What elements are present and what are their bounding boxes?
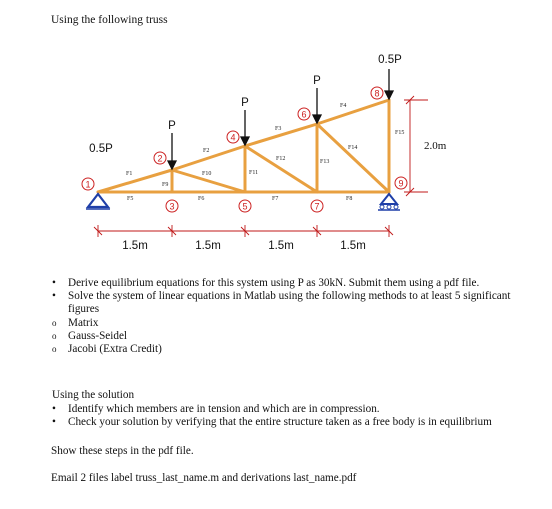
- node-5: [239, 200, 251, 212]
- solution-list: [50, 403, 520, 429]
- label-F1: F1: [126, 171, 133, 177]
- load-arrow-node-8: [385, 69, 393, 99]
- span-label-2: 1.5m: [195, 240, 221, 252]
- label-F2: F2: [203, 148, 210, 154]
- show-steps-text: Show these steps in the pdf file.: [51, 445, 194, 457]
- circle-bullet: o: [52, 330, 57, 341]
- solution-text-1: Identify which members are in tension and which are in compression.: [68, 403, 380, 415]
- method-text-1: Matrix: [68, 316, 99, 329]
- node-8-label: 8: [374, 88, 380, 99]
- span-label-1: 1.5m: [122, 240, 148, 252]
- node-5-label: 5: [242, 201, 248, 212]
- label-F14: F14: [348, 145, 358, 151]
- span-labels: [122, 240, 366, 252]
- node-2: [154, 152, 166, 164]
- label-F13: F13: [320, 159, 330, 165]
- load-arrows: [168, 69, 393, 169]
- bullet: •: [52, 290, 56, 303]
- node-2-label: 2: [157, 153, 163, 164]
- intro-text: Using the following truss: [51, 14, 168, 26]
- member-F4: [317, 100, 389, 124]
- solution-item-2: [50, 416, 520, 429]
- load-arrow-node-4: [241, 110, 249, 145]
- label-F11: F11: [249, 170, 259, 176]
- member-F14: [317, 124, 389, 192]
- node-3-label: 3: [169, 201, 175, 212]
- label-F5: F5: [127, 196, 134, 202]
- node-3: [166, 200, 178, 212]
- load-label-node-1: 0.5P: [89, 143, 113, 155]
- bullet: •: [52, 277, 56, 289]
- task-text-1: Derive equilibrium equations for this system using P as 30kN. Submit them using a pdf file.: [68, 277, 480, 289]
- height-label: 2.0m: [424, 140, 447, 152]
- circle-bullet: o: [52, 344, 57, 355]
- solution-title: Using the solution: [52, 389, 135, 401]
- node-1-label: 1: [85, 179, 91, 190]
- circle-bullet: o: [52, 317, 57, 328]
- node-7-label: 7: [314, 201, 320, 212]
- span-label-4: 1.5m: [340, 240, 366, 252]
- label-F12: F12: [276, 156, 286, 162]
- label-F6: F6: [198, 196, 205, 202]
- roller-support: [378, 194, 400, 210]
- solution-text-2: Check your solution by verifying that the entire structure taken as a free body is in equilibrium: [68, 416, 492, 429]
- method-text-3: Jacobi (Extra Credit): [68, 343, 162, 356]
- node-4-label: 4: [230, 132, 236, 143]
- member-labels: [126, 103, 404, 202]
- load-label-node-2: P: [168, 120, 176, 132]
- method-text-2: Gauss-Seidel: [68, 329, 128, 342]
- task-item-2: [50, 290, 520, 316]
- pin-support: [86, 194, 110, 209]
- load-arrow-node-2: [168, 133, 176, 169]
- node-7: [311, 200, 323, 212]
- truss-members: [98, 100, 389, 192]
- label-F10: F10: [202, 171, 212, 177]
- tasks-list: [50, 277, 520, 356]
- label-F7: F7: [272, 196, 279, 202]
- label-F3: F3: [275, 126, 282, 132]
- load-arrow-node-6: [313, 88, 321, 123]
- task-text-2: Solve the system of linear equations in Matlab using the following methods to at least 5 significant figures: [68, 290, 511, 316]
- node-6: [298, 108, 310, 120]
- method-item-3: [50, 343, 520, 356]
- bullet: •: [52, 403, 56, 415]
- span-dimension: [94, 225, 393, 237]
- node-6-label: 6: [301, 109, 307, 120]
- method-item-2: [50, 330, 520, 343]
- method-item-1: [50, 317, 520, 330]
- node-9-label: 9: [398, 178, 404, 189]
- node-9: [395, 177, 407, 189]
- load-label-node-8: 0.5P: [378, 54, 402, 66]
- label-F8: F8: [346, 196, 353, 202]
- node-1: [82, 178, 94, 190]
- solution-item-1: [50, 403, 520, 416]
- label-F9: F9: [162, 182, 169, 188]
- member-F1: [98, 170, 172, 192]
- task-item-1: [50, 277, 520, 290]
- load-label-node-4: P: [241, 97, 249, 109]
- email-instruction: Email 2 files label truss_last_name.m and derivations last_name.pdf: [51, 472, 357, 484]
- node-8: [371, 87, 383, 99]
- member-F12: [245, 146, 317, 192]
- label-F15: F15: [395, 130, 405, 136]
- node-4: [227, 131, 239, 143]
- label-F4: F4: [340, 103, 347, 109]
- bullet: •: [52, 416, 56, 429]
- span-label-3: 1.5m: [268, 240, 294, 252]
- load-label-node-6: P: [313, 75, 321, 87]
